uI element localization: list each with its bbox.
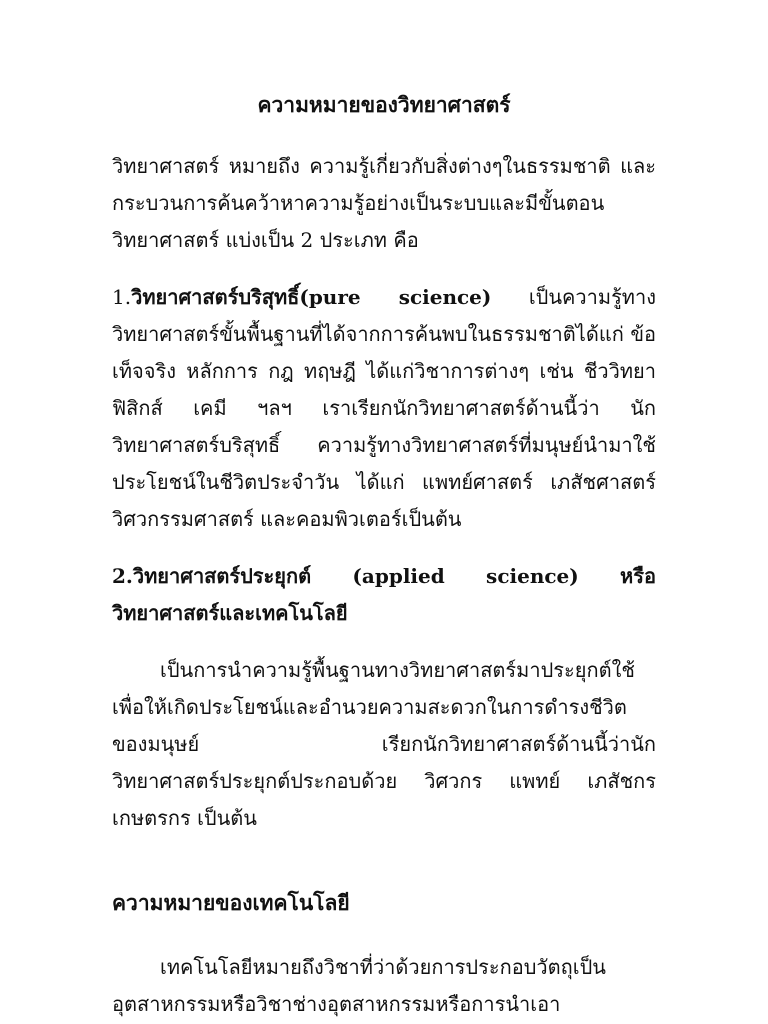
intro-paragraph: วิทยาศาสตร์ หมายถึง ความรู้เกี่ยวกับสิ่งต่างๆในธรรมชาติ และกระบวนการค้นคว้าหาความรู้อย่างเป็นระบบและมีขั้นตอน วิทยาศาสตร์ แบ่งเป็น 2 ประเภท คือ [112,154,656,252]
section2-heading-paragraph [112,558,656,632]
section1-number: 1. [112,285,132,309]
section2-body-paragraph [112,652,656,837]
section1-heading: วิทยาศาสตร์บริสุทธิ์(pure science) [131,285,492,309]
tech-body-paragraph [112,949,656,1023]
tech-heading: ความหมายของเทคโนโลยี [112,890,350,915]
section2-body: เป็นการนำความรู้พื้นฐานทางวิทยาศาสตร์มาประยุกต์ใช้เพื่อให้เกิดประโยชน์และอำนวยความสะดวกในการดำรงชีวิตของมนุษย์ เรียกนักวิทยาศาสตร์ด้านนี้ว่านักวิทยาศาสตร์ประยุกต์ประกอบด้วย วิศวกร แพทย์ เภสัชกร เกษตรกร เป็นต้น [112,658,656,830]
tech-body: เทคโนโลยีหมายถึงวิชาที่ว่าด้วยการประกอบวัตถุเป็นอุตสาหกรรมหรือวิชาช่างอุตสาหกรรมหรือการนำเอา [112,955,606,1016]
page-title: ความหมายของวิทยาศาสตร์ [257,92,511,117]
section1-paragraph [112,279,656,538]
section2-heading: 2.วิทยาศาสตร์ประยุกต์ (applied science) หรือวิทยาศาสตร์และเทคโนโลยี [112,564,656,625]
section1-body: เป็นความรู้ทางวิทยาศาสตร์ขั้นพื้นฐานที่ได้จากการค้นพบในธรรมชาติได้แก่ ข้อเท็จจริง หลักการ กฎ ทฤษฎี ได้แก่วิชาการต่างๆ เช่น ชีววิทยา ฟิสิกส์ เคมี ฯลฯ เราเรียกนักวิทยาศาสตร์ด้านนี้ว่า นักวิทยาศาสตร์บริสุทธิ์ ความรู้ทางวิทยาศาสตร์ที่มนุษย์นำมาใช้ประโยชน์ในชีวิตประจำวัน ได้แก่ แพทย์ศาสตร์ เภสัชศาสตร์ วิศวกรรมศาสตร์ และคอมพิวเตอร์เป็นต้น [112,285,656,531]
